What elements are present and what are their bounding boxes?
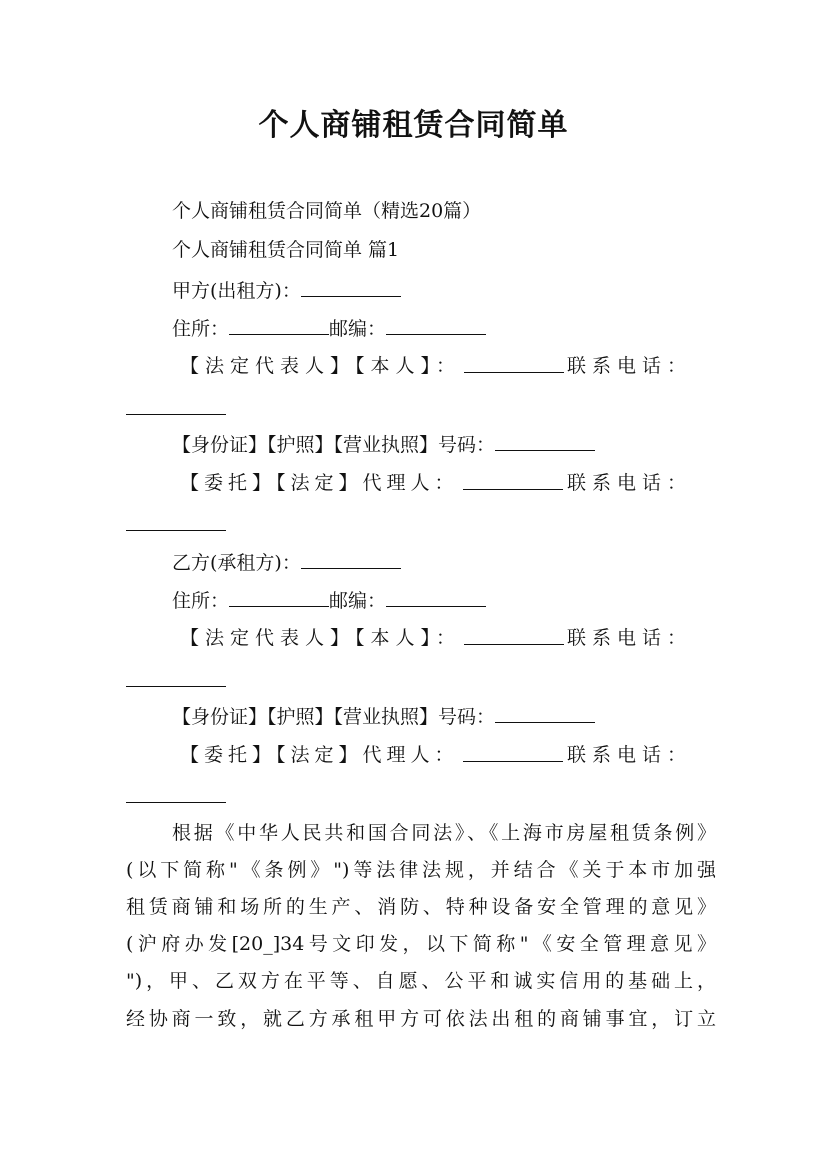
party-b-rep-blank: [464, 626, 564, 645]
party-b-address-label: 住所：: [172, 590, 230, 612]
party-b-phone-label: 联系电话：: [566, 627, 692, 649]
party-a-agent-line: [180, 471, 692, 495]
party-b-id-blank: [495, 704, 595, 723]
party-b-rep-line: [180, 626, 692, 650]
party-b-name-blank: [301, 550, 401, 569]
party-a-address-label: 住所：: [172, 318, 230, 340]
body-line-5: ")，甲、乙双方在平等、自愿、公平和诚实信用的基础上，: [126, 970, 716, 992]
party-a-id-blank: [495, 432, 595, 451]
party-a-postcode-blank: [386, 316, 486, 335]
party-a-rep-label: 【法定代表人】【本人】：: [180, 355, 462, 377]
body-line-1: 根据《中华人民共和国合同法》、《上海市房屋租赁条例》: [172, 822, 716, 844]
party-a-id-line: [172, 432, 595, 457]
party-a-postcode-label: 邮编：: [329, 318, 387, 340]
party-a-phone-label: 联系电话：: [566, 355, 692, 377]
party-b-line: [172, 550, 401, 575]
party-b-address-blank: [229, 588, 329, 607]
party-b-phone-blank: [126, 686, 226, 687]
party-b-postcode-label: 邮编：: [329, 590, 387, 612]
party-a-address-blank: [229, 316, 329, 335]
party-a-agent-label: 【委托】【法定】代理人：: [180, 472, 459, 494]
party-b-id-label: 【身份证】【护照】【营业执照】号码：: [172, 706, 496, 728]
party-b-agent-blank: [463, 743, 563, 762]
party-a-line: [172, 278, 401, 303]
party-a-rep-blank: [464, 354, 564, 373]
party-b-rep-label: 【法定代表人】【本人】：: [180, 627, 462, 649]
party-a-agent-phone-label: 联系电话：: [566, 472, 692, 494]
party-a-address-line: [172, 316, 486, 341]
body-line-3: 租赁商铺和场所的生产、消防、特种设备安全管理的意见》: [126, 896, 716, 918]
party-a-rep-line: [180, 354, 692, 378]
party-a-name-blank: [301, 278, 401, 297]
body-line-2: (以下简称"《条例》")等法律法规，并结合《关于本市加强: [126, 859, 716, 881]
party-b-address-line: [172, 588, 486, 613]
party-b-agent-line: [180, 743, 692, 767]
party-a-id-label: 【身份证】【护照】【营业执照】号码：: [172, 434, 496, 456]
article-title: 个人商铺租赁合同简单 篇1: [172, 239, 400, 261]
party-a-phone-blank: [126, 414, 226, 415]
body-line-6: 经协商一致，就乙方承租甲方可依法出租的商铺事宜，订立: [126, 1008, 716, 1030]
party-a-agent-blank: [463, 471, 563, 490]
party-b-agent-phone-label: 联系电话：: [566, 744, 692, 766]
collection-title: 个人商铺租赁合同简单（精选20篇）: [172, 200, 482, 222]
document-title: 个人商铺租赁合同简单: [258, 108, 569, 143]
party-b-id-line: [172, 704, 595, 729]
body-line-4: (沪府办发[20_]34号文印发，以下简称"《安全管理意见》: [126, 933, 716, 955]
party-b-postcode-blank: [386, 588, 486, 607]
party-b-agent-label: 【委托】【法定】代理人：: [180, 744, 459, 766]
party-a-agent-phone-blank: [126, 530, 226, 531]
party-a-label: 甲方(出租方)：: [172, 280, 301, 302]
party-b-label: 乙方(承租方)：: [172, 552, 301, 574]
party-b-agent-phone-blank: [126, 802, 226, 803]
